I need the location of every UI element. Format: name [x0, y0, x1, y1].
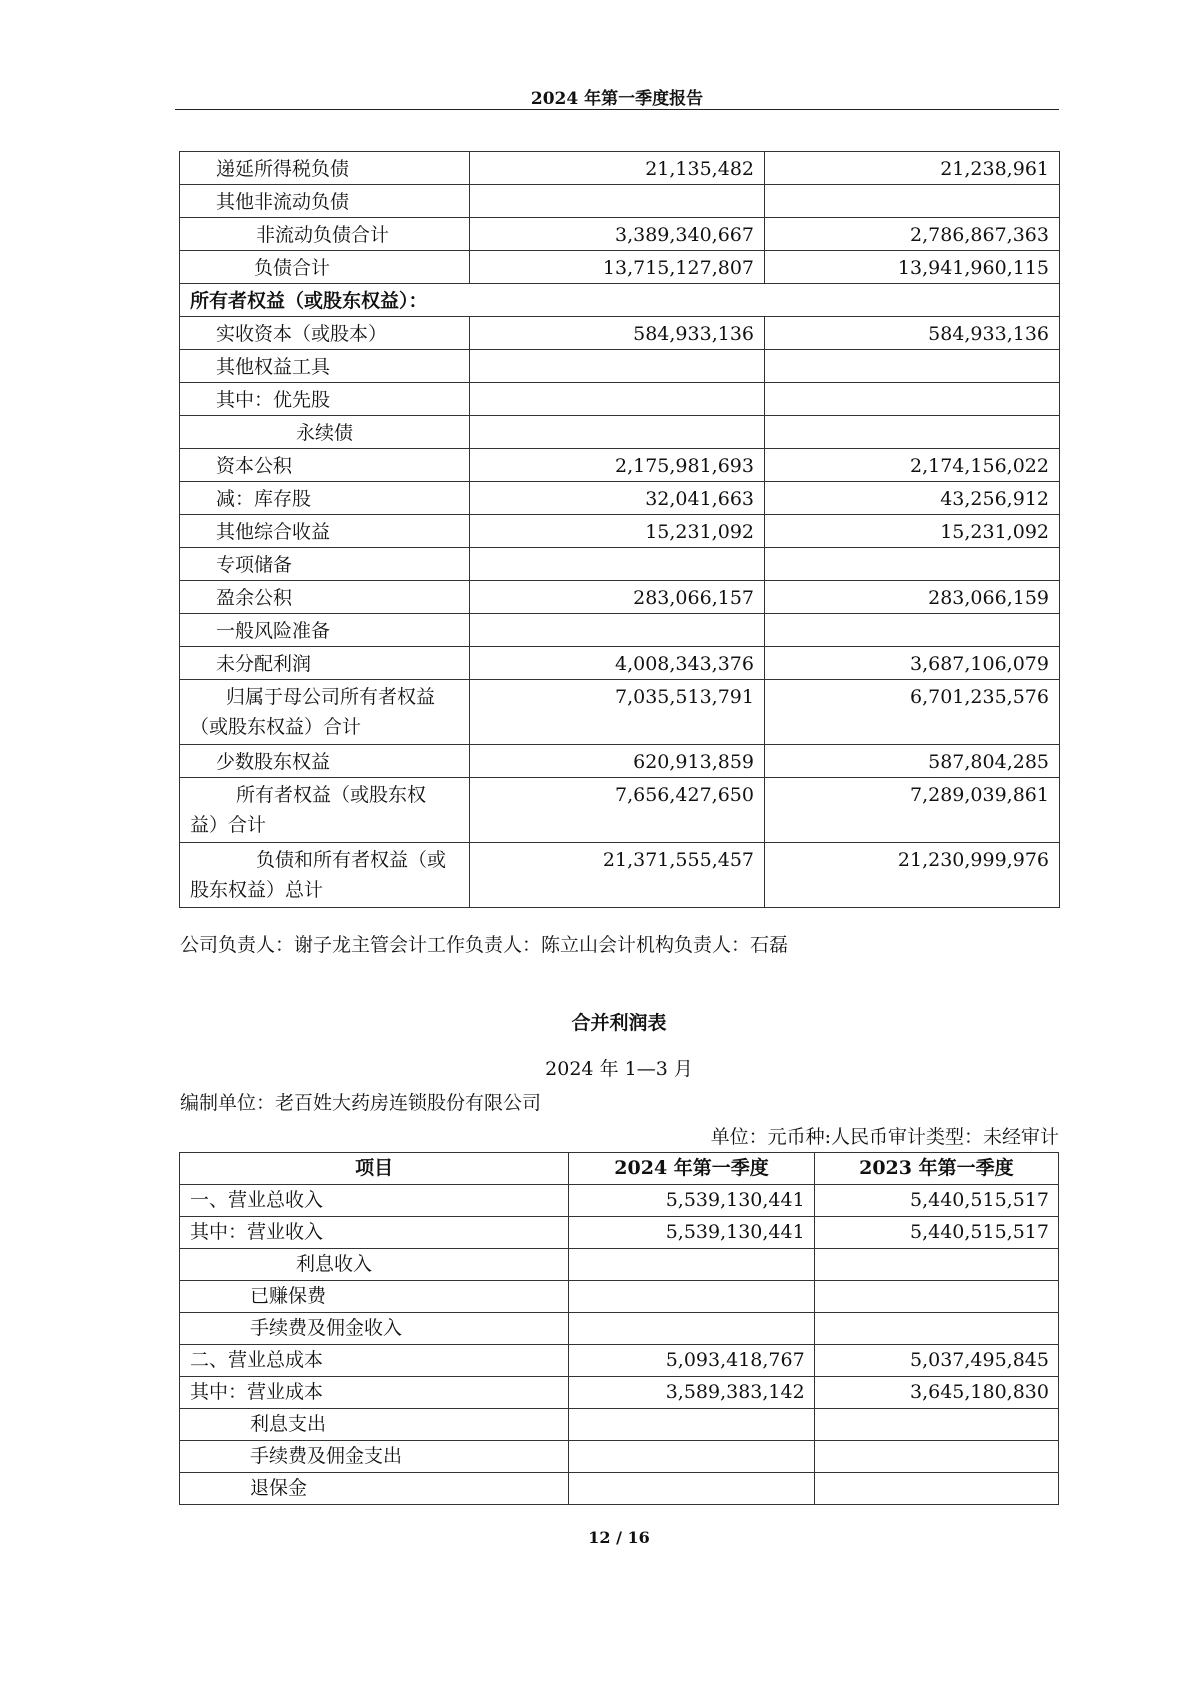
value-2023: 5,440,515,517 [814, 1217, 1058, 1249]
row-label-line2: （或股东权益）合计 [190, 716, 362, 738]
value-2023: 5,037,495,845 [814, 1345, 1058, 1377]
row-label-line2: 股东权益）总计 [190, 879, 324, 901]
value-2024: 32,041,663 [470, 482, 765, 515]
row-label: 资本公积 [180, 449, 470, 482]
row-label: 其他非流动负债 [180, 185, 470, 218]
value-2024: 7,035,513,791 [470, 680, 765, 745]
currency-audit-note: 单位：元币种:人民币审计类型：未经审计 [710, 1126, 1059, 1148]
value-2023: 13,941,960,115 [765, 251, 1060, 284]
table-row [180, 251, 1060, 284]
row-label: 永续债 [180, 416, 470, 449]
report-header: 2024 年第一季度报告 [530, 89, 704, 109]
value-2024: 584,933,136 [470, 317, 765, 350]
value-2024 [470, 383, 765, 416]
row-label-line1: 负债和所有者权益（或 [256, 849, 447, 871]
value-2023 [765, 185, 1060, 218]
table-row [180, 778, 1060, 843]
value-2023 [765, 350, 1060, 383]
table-row [180, 647, 1060, 680]
row-label: 利息支出 [180, 1409, 569, 1441]
row-label: 手续费及佣金收入 [180, 1313, 569, 1345]
value-2024 [569, 1441, 814, 1473]
table-row [180, 1473, 1059, 1505]
value-2024: 5,539,130,441 [569, 1185, 814, 1217]
table-row [180, 218, 1060, 251]
responsible-persons: 公司负责人：谢子龙主管会计工作负责人：陈立山会计机构负责人：石磊 [180, 934, 789, 956]
value-2023: 283,066,159 [765, 581, 1060, 614]
table-row [180, 1217, 1059, 1249]
row-label [180, 680, 470, 745]
table-row [180, 614, 1060, 647]
row-label: 其中：优先股 [180, 383, 470, 416]
income-statement-title: 合并利润表 [571, 1012, 667, 1034]
column-header-2023: 2023 年第一季度 [814, 1153, 1058, 1185]
value-2024 [470, 416, 765, 449]
table-row [180, 317, 1060, 350]
table-row [180, 581, 1060, 614]
row-label: 盈余公积 [180, 581, 470, 614]
value-2023: 5,440,515,517 [814, 1185, 1058, 1217]
row-label [180, 843, 470, 908]
row-label: 其他综合收益 [180, 515, 470, 548]
column-header-item: 项目 [180, 1153, 569, 1185]
value-2023: 7,289,039,861 [765, 778, 1060, 843]
table-row [180, 745, 1060, 778]
table-row [180, 1249, 1059, 1281]
income-statement-table [179, 1152, 1059, 1505]
table-row [180, 383, 1060, 416]
value-2023 [814, 1409, 1058, 1441]
value-2024: 620,913,859 [470, 745, 765, 778]
value-2024: 15,231,092 [470, 515, 765, 548]
value-2023 [765, 614, 1060, 647]
row-label: 减：库存股 [180, 482, 470, 515]
table-row [180, 482, 1060, 515]
row-label: 专项储备 [180, 548, 470, 581]
value-2023: 6,701,235,576 [765, 680, 1060, 745]
row-label [180, 778, 470, 843]
table-row [180, 515, 1060, 548]
row-label: 非流动负债合计 [180, 218, 470, 251]
header-divider [175, 109, 1059, 110]
table-row [180, 1313, 1059, 1345]
table-row [180, 185, 1060, 218]
row-label: 已赚保费 [180, 1281, 569, 1313]
row-label-line1: 归属于母公司所有者权益 [226, 686, 436, 708]
value-2023: 21,230,999,976 [765, 843, 1060, 908]
table-row [180, 1185, 1059, 1217]
value-2023: 21,238,961 [765, 152, 1060, 185]
value-2023: 15,231,092 [765, 515, 1060, 548]
value-2023 [765, 416, 1060, 449]
row-label: 二、营业总成本 [180, 1345, 569, 1377]
row-label: 负债合计 [180, 251, 470, 284]
table-row [180, 1345, 1059, 1377]
row-label: 实收资本（或股本） [180, 317, 470, 350]
value-2024 [470, 548, 765, 581]
row-label-line2: 益）合计 [190, 814, 267, 836]
table-row [180, 416, 1060, 449]
table-row [180, 350, 1060, 383]
row-label: 一般风险准备 [180, 614, 470, 647]
row-label: 递延所得税负债 [180, 152, 470, 185]
table-row [180, 1409, 1059, 1441]
value-2024 [569, 1281, 814, 1313]
value-2023: 584,933,136 [765, 317, 1060, 350]
value-2024: 5,539,130,441 [569, 1217, 814, 1249]
value-2023 [814, 1313, 1058, 1345]
value-2024: 21,135,482 [470, 152, 765, 185]
table-row [180, 152, 1060, 185]
row-label: 退保金 [180, 1473, 569, 1505]
value-2023 [814, 1281, 1058, 1313]
value-2023: 587,804,285 [765, 745, 1060, 778]
value-2024: 13,715,127,807 [470, 251, 765, 284]
value-2024 [569, 1473, 814, 1505]
balance-sheet-table [179, 151, 1060, 908]
value-2023 [765, 383, 1060, 416]
value-2024: 4,008,343,376 [470, 647, 765, 680]
value-2024 [569, 1249, 814, 1281]
value-2024 [470, 185, 765, 218]
value-2023 [814, 1441, 1058, 1473]
page-number: 12 / 16 [588, 1528, 650, 1547]
row-label: 少数股东权益 [180, 745, 470, 778]
value-2023 [814, 1249, 1058, 1281]
row-label: 手续费及佣金支出 [180, 1441, 569, 1473]
row-label: 其他权益工具 [180, 350, 470, 383]
statement-period: 2024 年 1—3 月 [545, 1058, 693, 1080]
value-2024 [470, 350, 765, 383]
value-2024: 3,389,340,667 [470, 218, 765, 251]
table-row [180, 548, 1060, 581]
row-label: 未分配利润 [180, 647, 470, 680]
row-label-line1: 所有者权益（或股东权 [236, 784, 427, 806]
table-row [180, 1441, 1059, 1473]
row-label: 一、营业总收入 [180, 1185, 569, 1217]
value-2024 [569, 1409, 814, 1441]
value-2023 [765, 548, 1060, 581]
table-header-row [180, 1153, 1059, 1185]
table-row [180, 1377, 1059, 1409]
value-2024: 5,093,418,767 [569, 1345, 814, 1377]
table-row [180, 680, 1060, 745]
value-2024 [569, 1313, 814, 1345]
value-2024: 2,175,981,693 [470, 449, 765, 482]
value-2023 [814, 1473, 1058, 1505]
value-2024: 283,066,157 [470, 581, 765, 614]
value-2023: 2,786,867,363 [765, 218, 1060, 251]
table-row [180, 843, 1060, 908]
row-label: 利息收入 [180, 1249, 569, 1281]
value-2024 [470, 614, 765, 647]
column-header-2024: 2024 年第一季度 [569, 1153, 814, 1185]
value-2024: 21,371,555,457 [470, 843, 765, 908]
value-2024: 7,656,427,650 [470, 778, 765, 843]
table-row [180, 449, 1060, 482]
value-2023: 3,645,180,830 [814, 1377, 1058, 1409]
section-row [180, 284, 1060, 317]
value-2024: 3,589,383,142 [569, 1377, 814, 1409]
value-2023: 2,174,156,022 [765, 449, 1060, 482]
value-2023: 3,687,106,079 [765, 647, 1060, 680]
value-2023: 43,256,912 [765, 482, 1060, 515]
section-heading: 所有者权益（或股东权益）： [180, 284, 1060, 317]
row-label: 其中：营业成本 [180, 1377, 569, 1409]
row-label: 其中：营业收入 [180, 1217, 569, 1249]
table-row [180, 1281, 1059, 1313]
compiling-entity: 编制单位：老百姓大药房连锁股份有限公司 [180, 1092, 542, 1114]
